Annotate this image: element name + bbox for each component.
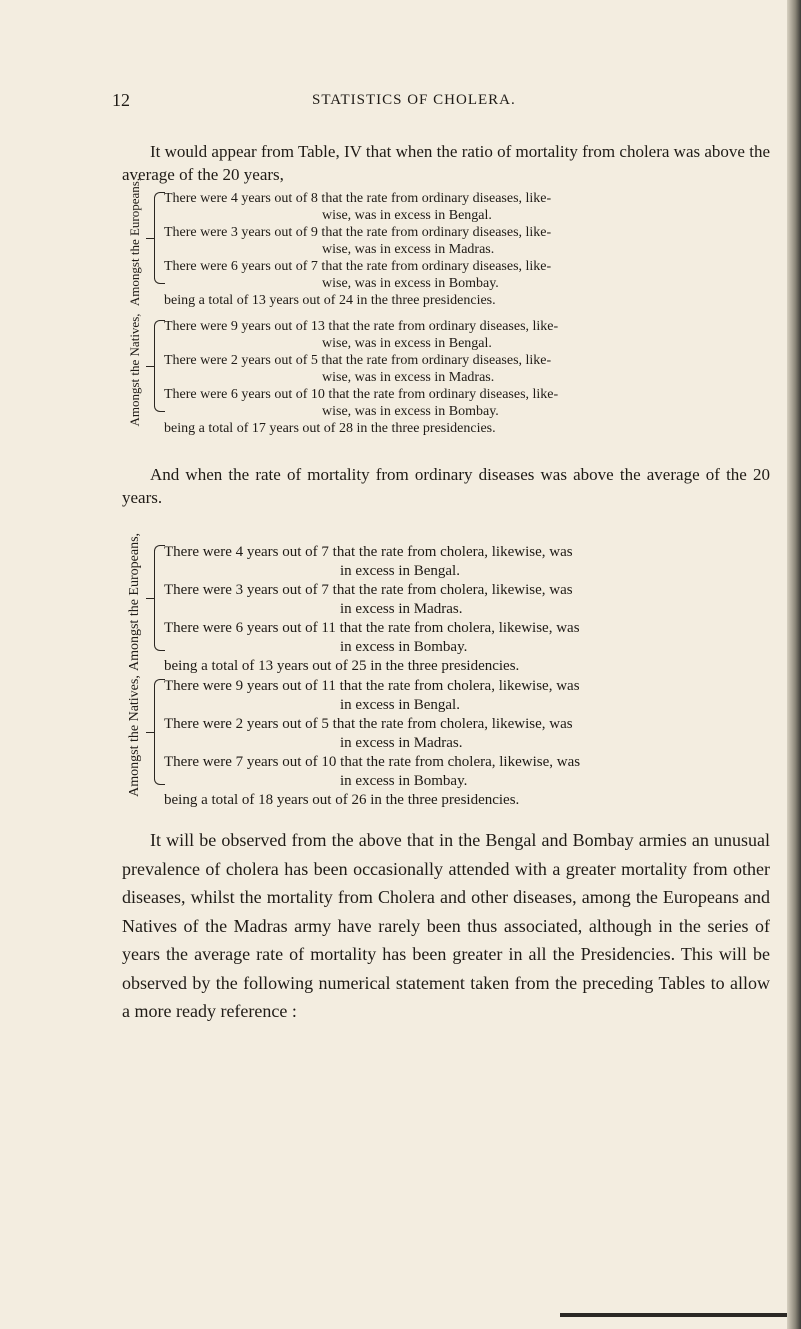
group-entries [164, 190, 774, 309]
group-label: Amongst the Europeans, [127, 177, 142, 307]
group-natives-ordinary [118, 313, 778, 436]
entry-bengal: There were 9 years out of 11 that the rate from cholera, likewise, was in excess in Bengal. [164, 678, 580, 713]
entry-madras: There were 2 years out of 5 that the rate from cholera, likewise, was in excess in Madras. [164, 716, 573, 751]
group-total: being a total of 17 years out of 28 in the three presidencies. [164, 421, 496, 436]
entry-bengal: There were 4 years out of 8 that the rate from ordinary diseases, like- wise, was in excess in Bengal. [164, 191, 552, 223]
group-europeans-ordinary [118, 177, 778, 308]
group-label: Amongst the Natives, [127, 675, 142, 797]
entry-madras: There were 3 years out of 7 that the rate from cholera, likewise, was in excess in Madras. [164, 582, 573, 617]
closing-paragraph [122, 826, 770, 1026]
entry-bombay: There were 6 years out of 11 that the rate from cholera, likewise, was in excess in Bombay. [164, 620, 580, 655]
group-natives-cholera [118, 675, 778, 808]
group-total: being a total of 18 years out of 26 in the three presidencies. [164, 792, 520, 808]
intro-text: It would appear from Table, IV that when the ratio of mortality from cholera was above the average of the 20 years, [122, 142, 770, 184]
entry-madras: There were 2 years out of 5 that the rate from ordinary diseases, like- wise, was in excess in Madras. [164, 353, 552, 385]
mid-text: And when the rate of mortality from ordinary diseases was above the average of the 20 years. [122, 465, 770, 507]
page-edge-shadow [787, 0, 801, 1329]
mid-paragraph [122, 463, 770, 509]
group-label: Amongst the Europeans, [127, 532, 142, 672]
group-europeans-cholera [118, 532, 778, 674]
entry-bombay: There were 7 years out of 10 that the rate from cholera, likewise, was in excess in Bombay. [164, 754, 581, 789]
entry-bombay: There were 6 years out of 10 that the rate from ordinary diseases, like- wise, was in excess in Bombay. [164, 387, 559, 419]
group-entries [164, 318, 774, 437]
group-entries [164, 677, 774, 810]
bottom-rule [560, 1313, 787, 1317]
page-header [112, 90, 772, 114]
group-entries [164, 543, 774, 676]
group-total: being a total of 13 years out of 25 in the three presidencies. [164, 658, 520, 674]
group-total: being a total of 13 years out of 24 in the three presidencies. [164, 293, 496, 308]
entry-bengal: There were 9 years out of 13 that the rate from ordinary diseases, like- wise, was in excess in Bengal. [164, 319, 559, 351]
entry-madras: There were 3 years out of 9 that the rate from ordinary diseases, like- wise, was in excess in Madras. [164, 225, 552, 257]
entry-bengal: There were 4 years out of 7 that the rate from cholera, likewise, was in excess in Bengal. [164, 544, 573, 579]
group-label: Amongst the Natives, [127, 313, 142, 427]
intro-paragraph [122, 140, 770, 186]
running-head: STATISTICS OF CHOLERA. [312, 92, 516, 108]
entry-bombay: There were 6 years out of 7 that the rate from ordinary diseases, like- wise, was in excess in Bombay. [164, 259, 552, 291]
page-number: 12 [112, 90, 130, 110]
closing-text: It will be observed from the above that in the Bengal and Bombay armies an unusual prevalence of cholera has been occasionally attended with a greater mortality from other diseases, whilst the mortality from Cholera and other diseases, among the Europeans and Natives of the Madras army have rarely been thus associated, although in the series of years the average rate of mortality has been greater in all the Presidencies. This will be observed by the following numerical statement taken from the preceding Tables to allow a more ready reference : [122, 830, 770, 1021]
